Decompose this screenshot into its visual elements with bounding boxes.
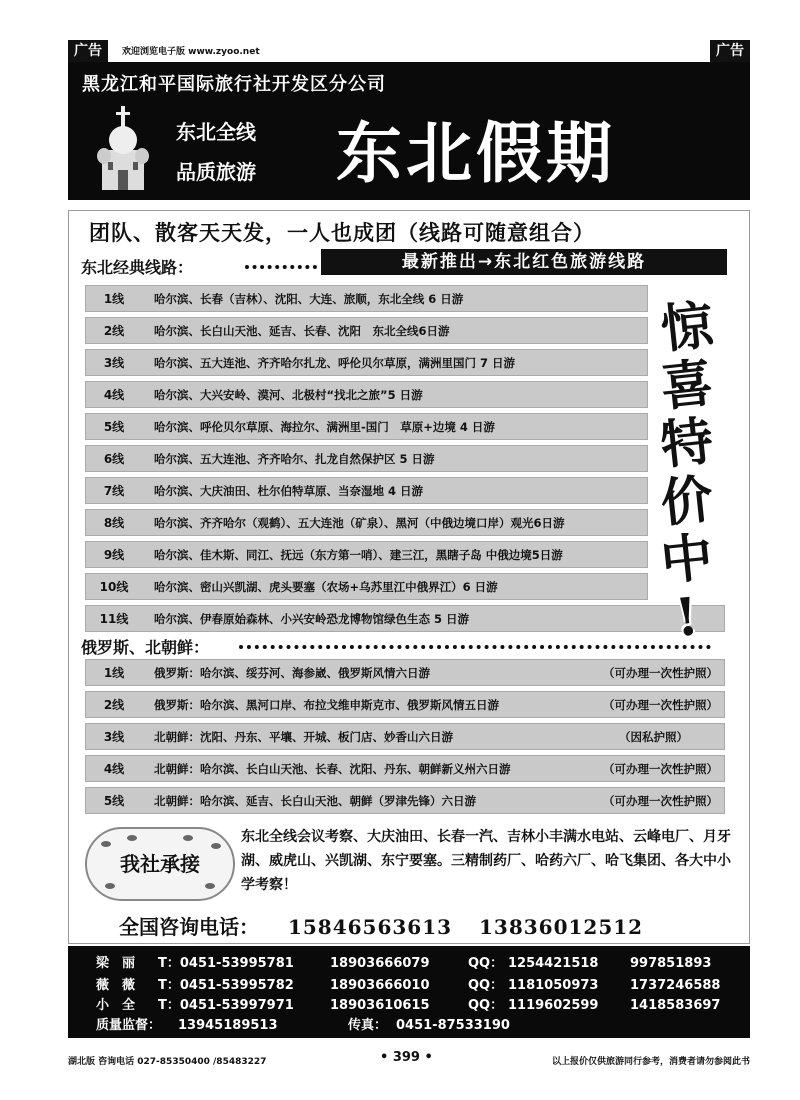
dotted-leader (245, 265, 317, 269)
contact-qq-label: QQ： (468, 978, 504, 993)
special-offer-char: 价 (657, 468, 716, 535)
route-number: 5线 (103, 794, 125, 808)
hotline-phone-2: 13836012512 (479, 915, 644, 939)
route-row (85, 317, 648, 344)
contact-name: 薇 薇 (96, 978, 136, 993)
route-row (85, 381, 648, 408)
hotline-phone-1: 15846563613 (287, 915, 453, 939)
passport-note: （可办理一次性护照） (603, 666, 718, 680)
supervision-row (68, 1016, 750, 1036)
footer-edition-phone: 湖北版 咨询电话 027-85350400 /85483227 (68, 1057, 267, 1067)
hotline (119, 911, 663, 940)
route-description: 哈尔滨、五大连池、齐齐哈尔、扎龙自然保护区 5 日游 (154, 452, 435, 466)
passport-note: （因私护照） (619, 730, 688, 744)
route-description: 哈尔滨、长春（吉林）、沈阳、大连、旅顺，东北全线 6 日游 (154, 292, 464, 306)
footer-disclaimer: 以上报价仅供旅游同行参考，消费者请勿参阅此书 (551, 1057, 750, 1067)
route-description: 哈尔滨、大兴安岭、漠河、北极村“找北之旅”5 日游 (154, 388, 423, 402)
supervision-phone: 13945189513 (178, 1018, 278, 1033)
route-row (85, 413, 648, 440)
route-number: 8线 (103, 516, 125, 530)
route-row (85, 541, 648, 568)
route-number: 2线 (103, 324, 125, 338)
special-offer-char: ! (672, 585, 702, 650)
route-row (85, 285, 648, 312)
fax-number: 0451-87533190 (396, 1018, 510, 1033)
section-russia-korea-label: 俄罗斯、北朝鲜： (81, 638, 210, 657)
page-footer (68, 1052, 750, 1068)
route-number: 5线 (103, 420, 125, 434)
supervision-label: 质量监督： (96, 1018, 162, 1033)
contact-name: 梁 丽 (96, 956, 136, 971)
reception-block (85, 823, 735, 903)
slogan-line-1: 东北全线 (176, 120, 256, 144)
route-description: 哈尔滨、伊春原始森林、小兴安岭恐龙博物馆绿色生态 5 日游 (154, 612, 470, 626)
route-row (85, 659, 725, 686)
special-offer-char: 特 (657, 410, 716, 477)
reception-badge-text: 我社承接 (120, 852, 200, 876)
page-number: • 399 • (380, 1050, 433, 1065)
route-list-panel (68, 210, 750, 944)
contact-tel: T：0451-53995782 (158, 978, 294, 993)
route-number: 9线 (103, 548, 125, 562)
route-row (85, 691, 725, 718)
contact-qq-1: 1254421518 (508, 956, 599, 971)
route-row (85, 349, 648, 376)
route-number: 11线 (99, 612, 129, 626)
route-number: 10线 (99, 580, 129, 594)
route-description: 哈尔滨、五大连池、齐齐哈尔扎龙、呼伦贝尔草原，满洲里国门 7 日游 (154, 356, 516, 370)
route-number: 1线 (103, 666, 125, 680)
contact-row (68, 976, 750, 996)
route-row (85, 509, 648, 536)
route-row (85, 573, 648, 600)
welcome-text: 欢迎浏览电子版 www.zyoo.net (122, 47, 260, 57)
route-description: 哈尔滨、佳木斯、同江、抚远（东方第一哨）、建三江，黑瞎子岛 中俄边境5日游 (154, 548, 563, 562)
passport-note: （可办理一次性护照） (603, 698, 718, 712)
contact-mobile: 18903666079 (330, 956, 430, 971)
route-number: 6线 (103, 452, 125, 466)
contacts-panel (68, 946, 750, 1038)
route-description: 哈尔滨、齐齐哈尔（观鹤）、五大连池（矿泉）、黑河（中俄边境口岸）观光6日游 (154, 516, 565, 530)
route-row (85, 605, 725, 632)
route-number: 7线 (103, 484, 125, 498)
contact-qq-2: 1418583697 (630, 998, 721, 1013)
contact-name: 小 全 (96, 998, 136, 1013)
passport-note: （可办理一次性护照） (603, 794, 718, 808)
route-description: 俄罗斯：哈尔滨、黑河口岸、布拉戈维申斯克市、俄罗斯风情五日游 (154, 698, 499, 712)
route-number: 4线 (103, 388, 125, 402)
reception-description: 东北全线会议考察、大庆油田、长春一汽、吉林小丰满水电站、云峰电厂、月牙湖、威虎山、兴凯湖、东宁要塞。三精制药厂、哈药六厂、哈飞集团、各大中小学考察！ (241, 829, 731, 893)
route-description: 俄罗斯：哈尔滨、绥芬河、海参崴、俄罗斯风情六日游 (154, 666, 430, 680)
route-number: 4线 (103, 762, 125, 776)
route-row (85, 787, 725, 814)
route-number: 1线 (103, 292, 125, 306)
fax-label: 传真： (348, 1018, 388, 1033)
hotline-label: 全国咨询电话： (119, 915, 259, 939)
route-row (85, 477, 648, 504)
route-number: 2线 (103, 698, 125, 712)
contact-qq-label: QQ： (468, 998, 504, 1013)
church-icon (88, 100, 158, 192)
contact-mobile: 18903666010 (330, 978, 430, 993)
route-row (85, 445, 648, 472)
route-number: 3线 (103, 730, 125, 744)
route-description: 北朝鲜：哈尔滨、延吉、长白山天池、朝鲜（罗津先锋）六日游 (154, 794, 476, 808)
dotted-leader (239, 645, 711, 649)
reception-badge (85, 827, 235, 901)
promo-red-tourism: 最新推出→东北红色旅游线路 (321, 249, 727, 275)
contact-row (68, 954, 750, 974)
contact-qq-1: 1119602599 (508, 998, 599, 1013)
ad-tag-left: 广告 (68, 40, 108, 62)
special-offer-char: 喜 (657, 352, 716, 419)
special-offer-char: 中 (657, 526, 716, 593)
slogan-line-2: 品质旅游 (176, 160, 256, 184)
contact-tel: T：0451-53997971 (158, 998, 294, 1013)
route-description: 哈尔滨、长白山天池、延吉、长春、沈阳 东北全线6日游 (154, 324, 450, 338)
contact-qq-1: 1181050973 (508, 978, 599, 993)
route-description: 哈尔滨、大庆油田、杜尔伯特草原、当奈湿地 4 日游 (154, 484, 424, 498)
contact-qq-2: 997851893 (630, 956, 712, 971)
contact-row (68, 996, 750, 1016)
company-name: 黑龙江和平国际旅行社开发区分公司 (82, 74, 386, 95)
route-description: 北朝鲜：哈尔滨、长白山天池、长春、沈阳、丹东、朝鲜新义州六日游 (154, 762, 511, 776)
ad-tag-right: 广告 (710, 40, 750, 62)
route-description: 北朝鲜：沈阳、丹东、平壤、开城、板门店、妙香山六日游 (154, 730, 453, 744)
contact-mobile: 18903610615 (330, 998, 430, 1013)
contact-tel: T：0451-53995781 (158, 956, 294, 971)
top-bar (68, 40, 750, 62)
special-offer-stamp (649, 294, 725, 650)
route-description: 哈尔滨、密山兴凯湖、虎头要塞（农场+乌苏里江中俄界江）6 日游 (154, 580, 498, 594)
contact-qq-label: QQ： (468, 956, 504, 971)
contact-qq-2: 1737246588 (630, 978, 721, 993)
route-description: 哈尔滨、呼伦贝尔草原、海拉尔、满洲里-国门 草原+边境 4 日游 (154, 420, 495, 434)
headline: 团队、散客天天发，一人也成团（线路可随意组合） (89, 221, 595, 245)
route-row (85, 755, 725, 782)
section-classic-routes-label: 东北经典线路： (81, 258, 194, 277)
passport-note: （可办理一次性护照） (603, 762, 718, 776)
route-row (85, 723, 725, 750)
route-number: 3线 (103, 356, 125, 370)
brand-title: 东北假期 (336, 114, 616, 192)
special-offer-char: 惊 (657, 294, 716, 361)
banner (68, 62, 750, 200)
